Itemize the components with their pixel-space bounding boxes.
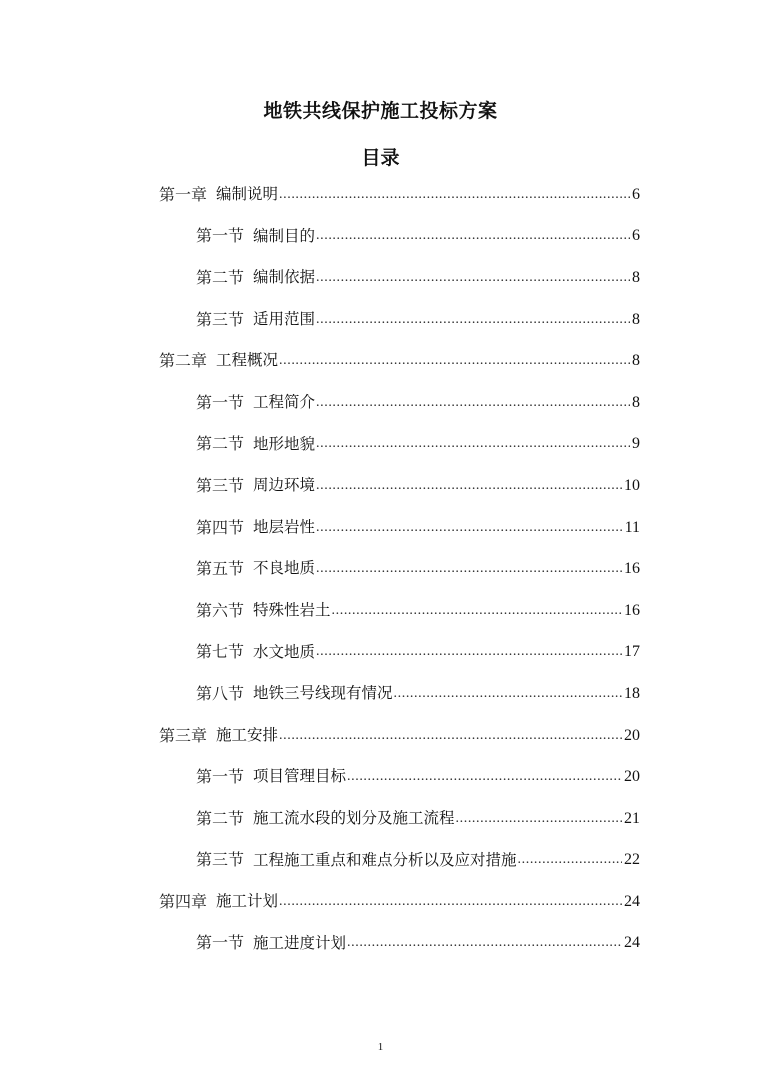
toc-entry-title: 工程概况 xyxy=(216,351,279,370)
toc-entry-title: 工程简介 xyxy=(253,393,316,412)
toc-dot-leader xyxy=(316,437,630,451)
toc-entry-page: 6 xyxy=(632,227,640,245)
toc-entry-title: 周边环境 xyxy=(253,476,316,495)
toc-entry-section[interactable] xyxy=(0,632,640,674)
page-number: 1 xyxy=(377,1041,384,1053)
toc-entry-section[interactable] xyxy=(0,923,640,965)
toc-dot-leader xyxy=(279,188,630,202)
document-title: 地铁共线保护施工投标方案 xyxy=(263,100,498,122)
toc-entry-title: 特殊性岩土 xyxy=(253,600,331,619)
toc-dot-leader xyxy=(316,521,623,535)
table-of-contents xyxy=(0,174,761,964)
toc-dot-leader xyxy=(332,604,622,618)
toc-entry-section[interactable] xyxy=(0,756,640,798)
toc-entry-page: 16 xyxy=(624,560,640,578)
toc-dot-leader xyxy=(347,936,622,950)
toc-dot-leader xyxy=(316,229,630,243)
toc-entry-section[interactable] xyxy=(0,590,640,632)
toc-entry-page: 8 xyxy=(632,352,640,370)
toc-entry-number: 第五节 xyxy=(196,559,245,579)
toc-dot-leader xyxy=(316,479,622,493)
toc-entry-title: 地层岩性 xyxy=(253,517,316,536)
toc-entry-title: 适用范围 xyxy=(253,309,316,328)
toc-dot-leader xyxy=(456,812,622,826)
toc-entry-chapter-3[interactable] xyxy=(0,715,640,757)
toc-entry-page: 16 xyxy=(624,601,640,619)
toc-dot-leader xyxy=(316,396,630,410)
toc-dot-leader xyxy=(316,562,622,576)
toc-entry-number: 第一节 xyxy=(196,933,245,953)
toc-entry-number: 第八节 xyxy=(196,683,245,703)
toc-entry-page: 24 xyxy=(624,934,640,952)
toc-entry-number: 第二节 xyxy=(196,267,245,287)
toc-entry-number: 第一节 xyxy=(196,392,245,412)
toc-dot-leader xyxy=(347,770,622,784)
toc-entry-title: 地形地貌 xyxy=(253,434,316,453)
toc-dot-leader xyxy=(279,729,622,743)
toc-entry-page: 18 xyxy=(624,684,640,702)
toc-entry-number: 第三节 xyxy=(196,309,245,329)
toc-entry-section[interactable] xyxy=(0,673,640,715)
toc-entry-number: 第四节 xyxy=(196,517,245,537)
toc-entry-section[interactable] xyxy=(0,216,640,258)
toc-entry-number: 第三章 xyxy=(159,725,208,745)
toc-entry-number: 第七节 xyxy=(196,642,245,662)
toc-entry-title: 地铁三号线现有情况 xyxy=(253,684,393,703)
toc-entry-chapter-1[interactable] xyxy=(0,174,640,216)
toc-entry-section[interactable] xyxy=(0,507,640,549)
toc-entry-title: 施工流水段的划分及施工流程 xyxy=(253,808,455,827)
toc-entry-chapter-2[interactable] xyxy=(0,340,640,382)
toc-dot-leader xyxy=(316,645,622,659)
toc-entry-title: 编制依据 xyxy=(253,268,316,287)
toc-entry-page: 9 xyxy=(632,435,640,453)
toc-entry-section[interactable] xyxy=(0,840,640,882)
toc-dot-leader xyxy=(316,271,630,285)
toc-entry-title: 项目管理目标 xyxy=(253,767,347,786)
toc-entry-page: 17 xyxy=(624,643,640,661)
toc-entry-section[interactable] xyxy=(0,424,640,466)
toc-entry-page: 6 xyxy=(632,185,640,203)
toc-entry-page: 21 xyxy=(624,809,640,827)
toc-entry-section[interactable] xyxy=(0,257,640,299)
toc-entry-page: 20 xyxy=(624,726,640,744)
toc-dot-leader xyxy=(279,354,630,368)
toc-entry-number: 第二章 xyxy=(159,351,208,371)
toc-entry-title: 不良地质 xyxy=(253,559,316,578)
toc-entry-page: 10 xyxy=(624,476,640,494)
toc-entry-title: 施工计划 xyxy=(216,892,279,911)
toc-entry-number: 第一章 xyxy=(159,184,208,204)
toc-entry-page: 22 xyxy=(624,851,640,869)
toc-entry-number: 第二节 xyxy=(196,434,245,454)
toc-entry-section[interactable] xyxy=(0,548,640,590)
toc-entry-section[interactable] xyxy=(0,465,640,507)
toc-entry-page: 8 xyxy=(632,393,640,411)
toc-entry-section[interactable] xyxy=(0,798,640,840)
toc-entry-number: 第三节 xyxy=(196,475,245,495)
toc-entry-number: 第六节 xyxy=(196,600,245,620)
toc-entry-title: 编制说明 xyxy=(216,185,279,204)
toc-dot-leader xyxy=(518,853,622,867)
toc-entry-section[interactable] xyxy=(0,382,640,424)
toc-entry-title: 工程施工重点和难点分析以及应对措施 xyxy=(253,850,517,869)
toc-entry-page: 8 xyxy=(632,310,640,328)
toc-dot-leader xyxy=(394,687,622,701)
toc-entry-number: 第一节 xyxy=(196,226,245,246)
toc-entry-page: 24 xyxy=(624,892,640,910)
toc-entry-section[interactable] xyxy=(0,299,640,341)
toc-entry-title: 水文地质 xyxy=(253,642,316,661)
toc-entry-number: 第三节 xyxy=(196,850,245,870)
toc-entry-title: 施工进度计划 xyxy=(253,933,347,952)
toc-entry-page: 11 xyxy=(624,518,640,536)
toc-heading: 目录 xyxy=(361,147,400,169)
toc-dot-leader xyxy=(279,895,622,909)
toc-entry-number: 第四章 xyxy=(159,891,208,911)
toc-dot-leader xyxy=(316,313,630,327)
toc-entry-number: 第一节 xyxy=(196,767,245,787)
toc-entry-page: 8 xyxy=(632,268,640,286)
toc-entry-title: 施工安排 xyxy=(216,725,279,744)
toc-entry-page: 20 xyxy=(624,768,640,786)
toc-entry-number: 第二节 xyxy=(196,808,245,828)
toc-entry-chapter-4[interactable] xyxy=(0,881,640,923)
toc-entry-title: 编制目的 xyxy=(253,226,316,245)
